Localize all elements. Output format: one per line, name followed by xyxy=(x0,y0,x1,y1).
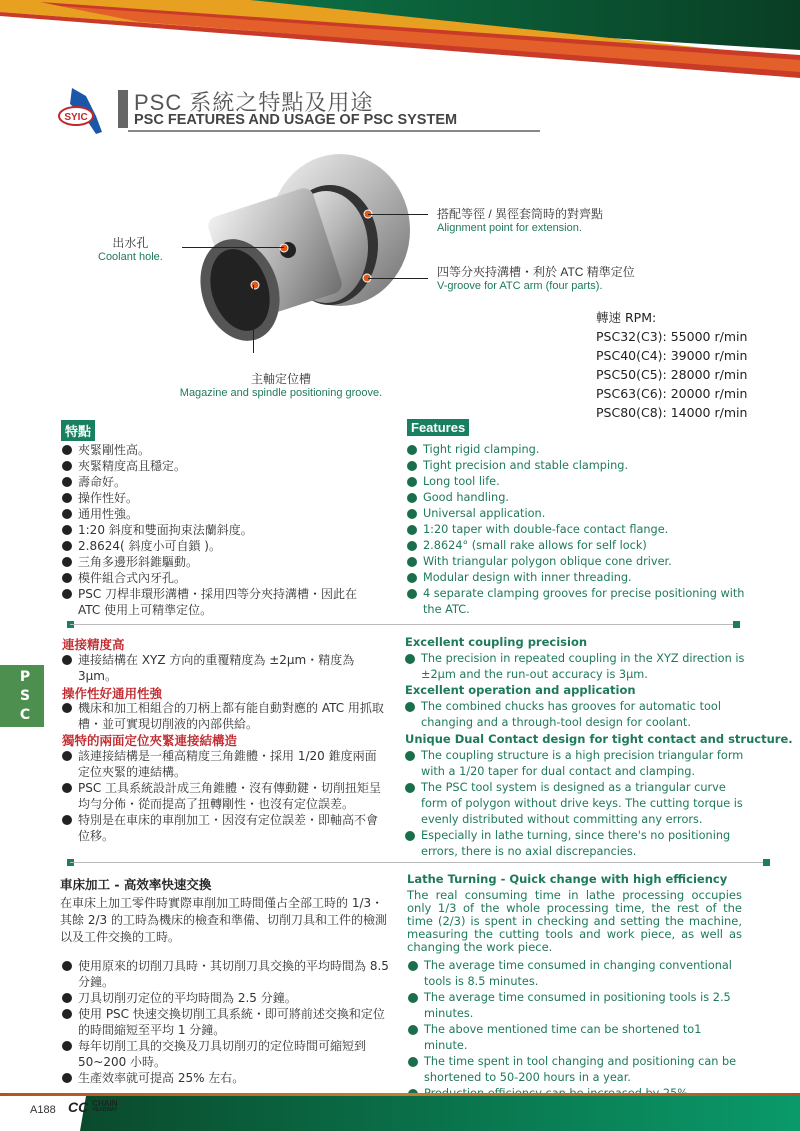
syic-logo-icon xyxy=(56,86,118,138)
page-title-en: PSC FEATURES AND USAGE OF PSC SYSTEM xyxy=(134,112,458,128)
subheading-coupling-zh: 連接精度高 xyxy=(62,637,125,652)
details-list-en-2 xyxy=(405,699,745,731)
rpm-item: PSC32(C3): 55000 r/min xyxy=(596,329,748,344)
divider-marker xyxy=(763,859,770,866)
list-item: 2.8624( 斜度小可自鎖 )。 xyxy=(62,538,382,554)
list-item: 夾緊精度高且穩定。 xyxy=(62,458,382,474)
list-item: Tight rigid clamping. xyxy=(407,442,752,458)
svg-text:SYIC: SYIC xyxy=(64,112,88,123)
rpm-spec: 轉速 RPM: PSC32(C3): 55000 r/min PSC40(C4): 39000 r/min PSC50(C5): 28000 r/min PSC63(C6): 20000 r/min PSC80(C8): 14000 r/min xyxy=(596,310,748,420)
list-item: 每年切削工具的交換及刀具切削刃的定位時間可縮短到 50~200 小時。 xyxy=(62,1038,392,1070)
list-item: 1:20 taper with double-face contact flange. xyxy=(407,522,752,538)
list-item: 通用性強。 xyxy=(62,506,382,522)
list-item: The average time consumed in positioning tools is 2.5 minutes. xyxy=(408,990,748,1022)
list-item: 三角多邊形斜錐驅動。 xyxy=(62,554,382,570)
divider-marker xyxy=(733,621,740,628)
list-item: 模件組合式內牙孔。 xyxy=(62,570,382,586)
list-item: 特別是在車床的車削加工・因沒有定位誤差・即軸高不會位移。 xyxy=(62,812,387,844)
list-item: Modular design with inner threading. xyxy=(407,570,752,586)
list-item: 使用 PSC 快速交換切削工具系統・即可將前述交換和定位的時間縮短至平均 1 分鐘。 xyxy=(62,1006,392,1038)
callout-coolant: 出水孔 Coolant hole. xyxy=(98,236,163,263)
lathe-intro-zh: 在車床上加工零件時實際車削加工時間僅占全部工時的 1/3・其餘 2/3 的工時為機床的檢查和準備、切削刀具和工件的檢測以及工件交換的工時。 xyxy=(60,896,387,944)
list-item: 該連接結構是一種高精度三角錐體・採用 1/20 錐度兩面定位夾緊的連結構。 xyxy=(62,748,387,780)
rpm-item: PSC63(C6): 20000 r/min xyxy=(596,386,748,401)
list-item: The precision in repeated coupling in the XYZ direction is ±2μm and the run-out accuracy is 3μm. xyxy=(405,651,745,683)
list-item: The above mentioned time can be shortened to1 minute. xyxy=(408,1022,748,1054)
psc-tool-holder-image xyxy=(180,150,430,370)
subheading-coupling-en: Excellent coupling precision xyxy=(405,635,588,649)
list-item: The PSC tool system is designed as a triangular curve form of polygon without drive keys. The cutting torque is evenly distributed without committing any errors. xyxy=(405,780,750,828)
subheading-operation-zh: 操作性好通用性強 xyxy=(62,686,163,701)
list-item: 夾緊剛性高。 xyxy=(62,442,382,458)
list-item: 刀具切削刃定位的平均時間為 2.5 分鐘。 xyxy=(62,990,392,1006)
list-item: 4 separate clamping grooves for precise positioning with the ATC. xyxy=(407,586,752,618)
callout-vgroove: 四等分夾持溝槽・利於 ATC 精準定位 V-groove for ATC arm (four parts). xyxy=(437,265,635,292)
subheading-dual-contact-en: Unique Dual Contact design for tight contact and structure. xyxy=(405,732,793,746)
lathe-intro-en: The real consuming time in lathe processing occupies only 1/3 of the whole processing time, the rest of the time (2/3) is spent in checking and setting the machine, measuring the cutting tools and work piece, as well as changing the work piece. xyxy=(407,888,742,954)
title-accent-bar xyxy=(118,90,128,128)
cc-logo-icon: CC xyxy=(68,1098,89,1115)
details-list-en-1 xyxy=(405,651,745,683)
alignment-arrow xyxy=(368,214,428,215)
page-header xyxy=(52,84,752,140)
list-item: Long tool life. xyxy=(407,474,752,490)
list-item: PSC 刀桿非環形溝槽・採用四等分夾持溝槽・因此在 ATC 使用上可精準定位。 xyxy=(62,586,382,618)
list-item: 使用原來的切削刀具時・其切削刀具交換的平均時間為 8.5 分鐘。 xyxy=(62,958,392,990)
features-list-zh xyxy=(62,442,382,618)
callout-alignment: 搭配等徑 / 異徑套筒時的對齊點 Alignment point for extension. xyxy=(437,207,604,234)
details-list-en-3 xyxy=(405,748,750,860)
list-item: 機床和加工相組合的刀柄上都有能自動對應的 ATC 用抓取槽・並可實現切削液的內部供給。 xyxy=(62,700,387,732)
list-item: 壽命好。 xyxy=(62,474,382,490)
coolant-arrow xyxy=(182,247,284,248)
list-item: Universal application. xyxy=(407,506,752,522)
list-item: Tight precision and stable clamping. xyxy=(407,458,752,474)
vgroove-arrow xyxy=(368,278,428,279)
rpm-item: PSC50(C5): 28000 r/min xyxy=(596,367,748,382)
rpm-item: PSC40(C4): 39000 r/min xyxy=(596,348,748,363)
subheading-dual-contact-zh: 獨特的兩面定位夾緊連接結構造 xyxy=(62,733,238,748)
list-item: With triangular polygon oblique cone driver. xyxy=(407,554,752,570)
features-list-en xyxy=(407,442,752,618)
title-underline xyxy=(128,130,540,132)
lathe-list-en xyxy=(408,958,748,1102)
features-tag-en: Features xyxy=(407,419,469,436)
lathe-heading-en: Lathe Turning - Quick change with high efficiency xyxy=(407,872,728,886)
list-item: PSC 工具系統設計成三角錐體・沒有傳動鍵・切削扭矩呈均勻分佈・從而提高了扭轉剛性・也沒有定位誤差。 xyxy=(62,780,387,812)
callout-spindle: 主軸定位槽 Magazine and spindle positioning groove. xyxy=(179,372,383,399)
list-item: The coupling structure is a high precision triangular form with a 1/20 taper for dual contact and clamping. xyxy=(405,748,750,780)
list-item: Good handling. xyxy=(407,490,752,506)
list-item: The average time consumed in changing conventional tools is 8.5 minutes. xyxy=(408,958,748,990)
list-item: Especially in lathe turning, since there's no positioning errors, there is no axial discrepancies. xyxy=(405,828,750,860)
footer-band xyxy=(0,1096,800,1131)
subheading-operation-en: Excellent operation and application xyxy=(405,683,636,697)
chain-headway-logo: CC CHAIN HEADWAY xyxy=(68,1098,118,1115)
list-item: 2.8624° (small rake allows for self lock) xyxy=(407,538,752,554)
list-item: 1:20 斜度和雙面拘束法蘭斜度。 xyxy=(62,522,382,538)
spindle-arrow xyxy=(253,285,254,353)
section-divider xyxy=(70,624,740,625)
page-title-zh: PSC 系統之特點及用途 xyxy=(134,90,374,115)
section-divider xyxy=(70,862,770,863)
lathe-list-zh xyxy=(62,958,392,1086)
list-item: The combined chucks has grooves for automatic tool changing and a through-tool design for coolant. xyxy=(405,699,745,731)
page-number: A188 xyxy=(30,1104,56,1116)
details-list-zh-1 xyxy=(62,652,387,684)
list-item: The time spent in tool changing and positioning can be shortened to 50-200 hours in a year. xyxy=(408,1054,748,1086)
list-item: 生產效率就可提高 25% 左右。 xyxy=(62,1070,392,1086)
psc-side-tab: P S C xyxy=(0,665,44,727)
details-list-zh-2 xyxy=(62,700,387,732)
lathe-heading-zh: 車床加工 - 高效率快速交換 xyxy=(60,877,212,892)
top-banner xyxy=(0,0,800,80)
features-tag-zh: 特點 xyxy=(61,420,95,441)
list-item: 連接結構在 XYZ 方向的重覆精度為 ±2μm・精度為 3μm。 xyxy=(62,652,387,684)
list-item: 操作性好。 xyxy=(62,490,382,506)
rpm-item: PSC80(C8): 14000 r/min xyxy=(596,405,748,420)
details-list-zh-3 xyxy=(62,748,387,844)
